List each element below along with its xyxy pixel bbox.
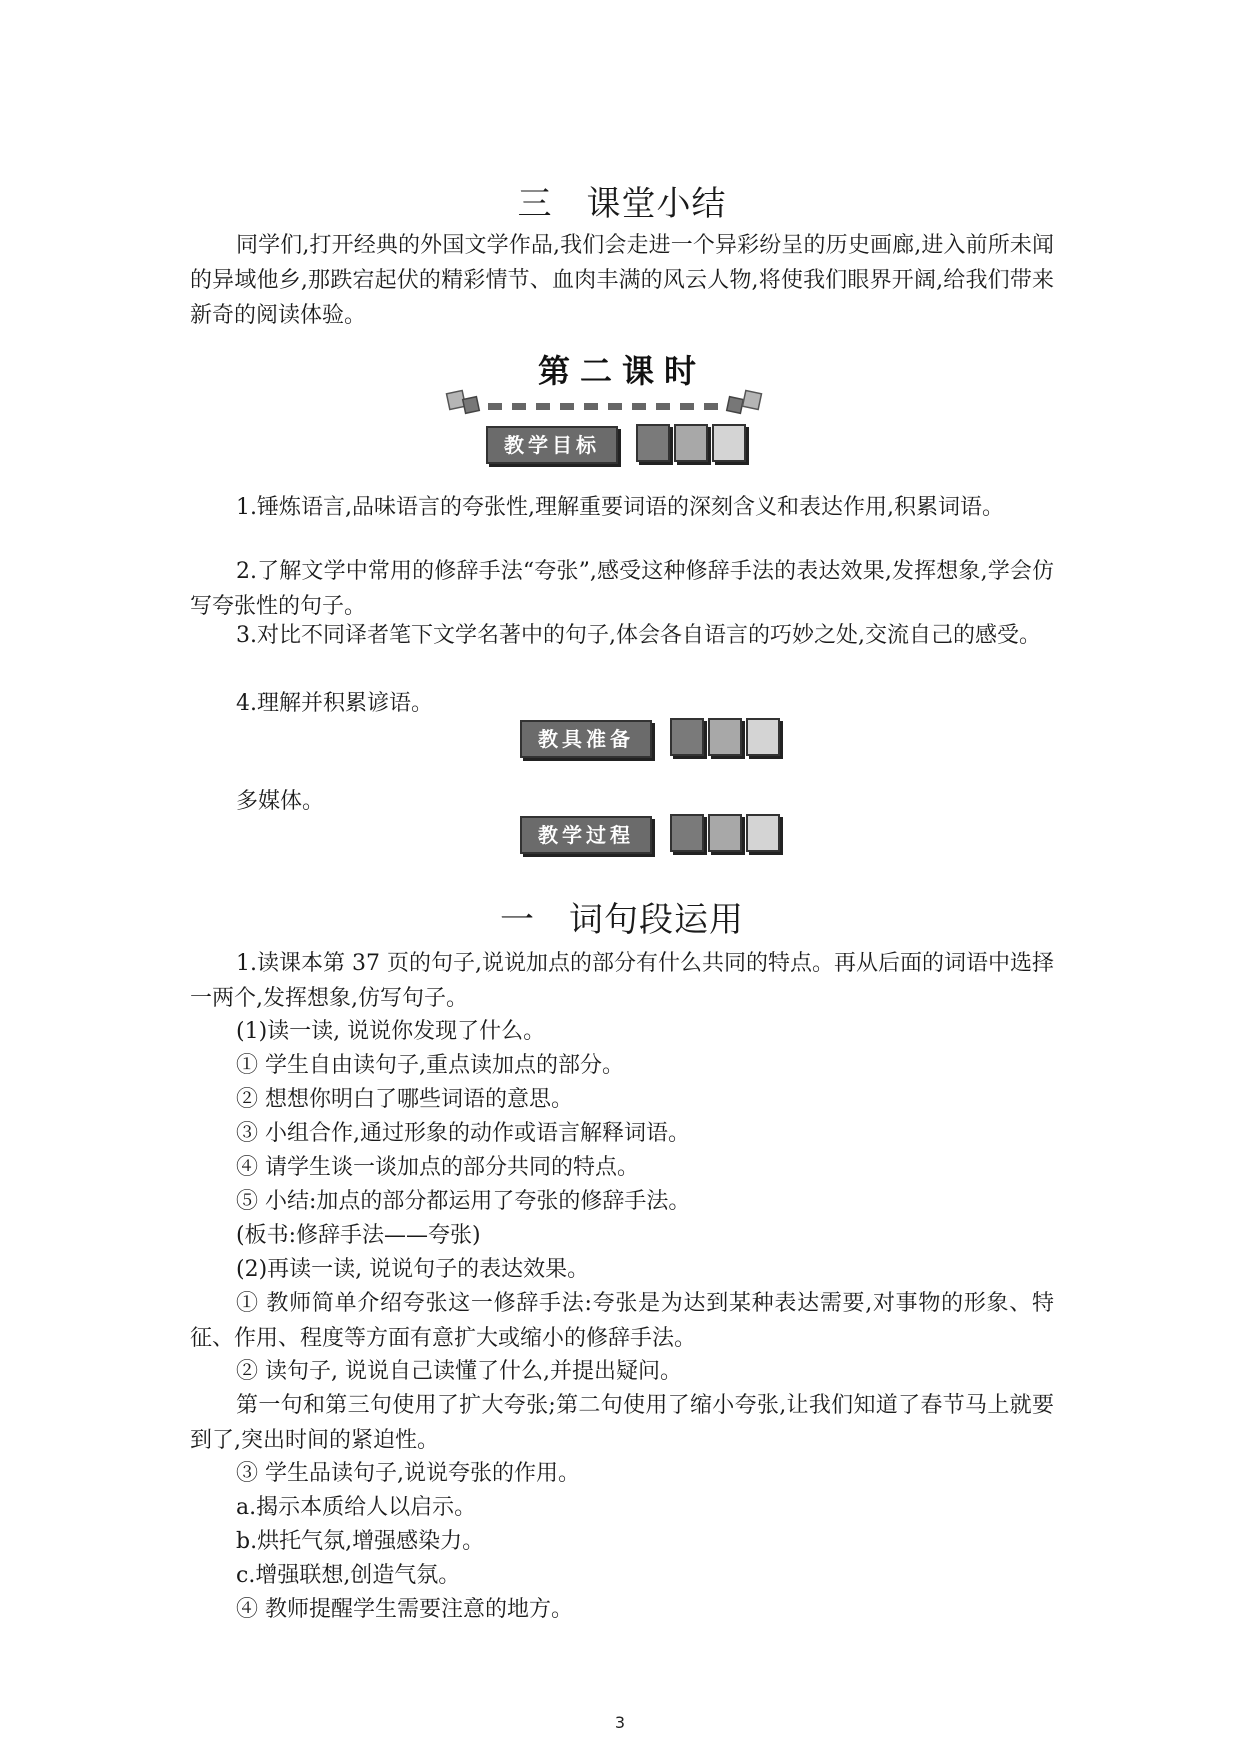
section-heading-summary: [190, 176, 1054, 225]
badge-square-mid: [708, 718, 742, 756]
step-1-item: ② 想想你明白了哪些词语的意思。: [236, 1087, 573, 1112]
badge-square-light: [746, 814, 780, 852]
step-2-item: a.揭示本质给人以启示。: [236, 1495, 477, 1520]
badge-teaching-process: [520, 810, 782, 854]
goal-2: 2.了解文学中常用的修辞手法“夸张”,感受这种修辞手法的表达效果,发挥想象,学会仿写夸张性的句子。: [190, 559, 1054, 619]
badge-square-light: [712, 424, 746, 462]
badge-square-dark: [670, 718, 704, 756]
step-1-item: ④ 请学生谈一谈加点的部分共同的特点。: [236, 1155, 639, 1180]
section-title: 课堂小结: [586, 184, 727, 224]
badge-square-mid: [708, 814, 742, 852]
page-number: 3: [614, 1713, 626, 1732]
badge-square-dark: [636, 424, 670, 462]
badge-square-mid: [674, 424, 708, 462]
badge-teaching-tools: [520, 714, 782, 758]
goal-3: 3.对比不同译者笔下文学名著中的句子,体会各自语言的巧妙之处,交流自己的感受。: [236, 623, 1041, 648]
step-2-item: ④ 教师提醒学生需要注意的地方。: [236, 1597, 573, 1622]
step-1-item: ① 学生自由读句子,重点读加点的部分。: [236, 1053, 624, 1078]
step-1-title: (1)读一读, 说说你发现了什么。: [236, 1019, 546, 1044]
step-1-item: ③ 小组合作,通过形象的动作或语言解释词语。: [236, 1121, 690, 1146]
goal-4: 4.理解并积累谚语。: [236, 691, 433, 716]
step-2-intro: ① 教师简单介绍夸张这一修辞手法:夸张是为达到某种表达需要,对事物的形象、特征、作用、程度等方面有意扩大或缩小的修辞手法。: [190, 1291, 1054, 1351]
step-2-item: ③ 学生品读句子,说说夸张的作用。: [236, 1461, 580, 1486]
step-2-read: ② 读句子, 说说自己读懂了什么,并提出疑问。: [236, 1359, 682, 1384]
lesson-title: 第二课时: [537, 352, 706, 390]
board-note: (板书:修辞手法——夸张): [236, 1223, 481, 1248]
badge-teaching-goals: [486, 420, 748, 464]
badge-label: 教具准备: [520, 720, 652, 758]
badge-label: 教学目标: [486, 426, 618, 464]
section-number: 一: [500, 900, 535, 940]
step-2-title: (2)再读一读, 说说句子的表达效果。: [236, 1257, 590, 1282]
section-title: 词句段运用: [569, 900, 744, 940]
step-2-item: b.烘托气氛,增强感染力。: [236, 1529, 485, 1554]
section-number: 三: [517, 184, 553, 224]
lesson-title-decoration: [190, 388, 1054, 416]
task-1: 1.读课本第 37 页的句子,说说加点的部分有什么共同的特点。再从后面的词语中选择一两个,发挥想象,仿写句子。: [190, 951, 1054, 1011]
badge-square-light: [746, 718, 780, 756]
goal-1: 1.锤炼语言,品味语言的夸张性,理解重要词语的深刻含义和表达作用,积累词语。: [236, 495, 1004, 520]
summary-paragraph: 同学们,打开经典的外国文学作品,我们会走进一个异彩纷呈的历史画廊,进入前所未闻的异域他乡,那跌宕起伏的精彩情节、血肉丰满的风云人物,将使我们眼界开阔,给我们带来新奇的阅读体验。: [190, 233, 1054, 328]
tools-text: 多媒体。: [236, 789, 325, 814]
step-2-item: c.增强联想,创造气氛。: [236, 1563, 461, 1588]
step-2-answer: 第一句和第三句使用了扩大夸张;第二句使用了缩小夸张,让我们知道了春节马上就要到了,突出时间的紧迫性。: [190, 1393, 1054, 1453]
badge-square-dark: [670, 814, 704, 852]
section-heading-word-usage: [190, 892, 1054, 941]
step-1-item: ⑤ 小结:加点的部分都运用了夸张的修辞手法。: [236, 1189, 691, 1214]
badge-label: 教学过程: [520, 816, 652, 854]
